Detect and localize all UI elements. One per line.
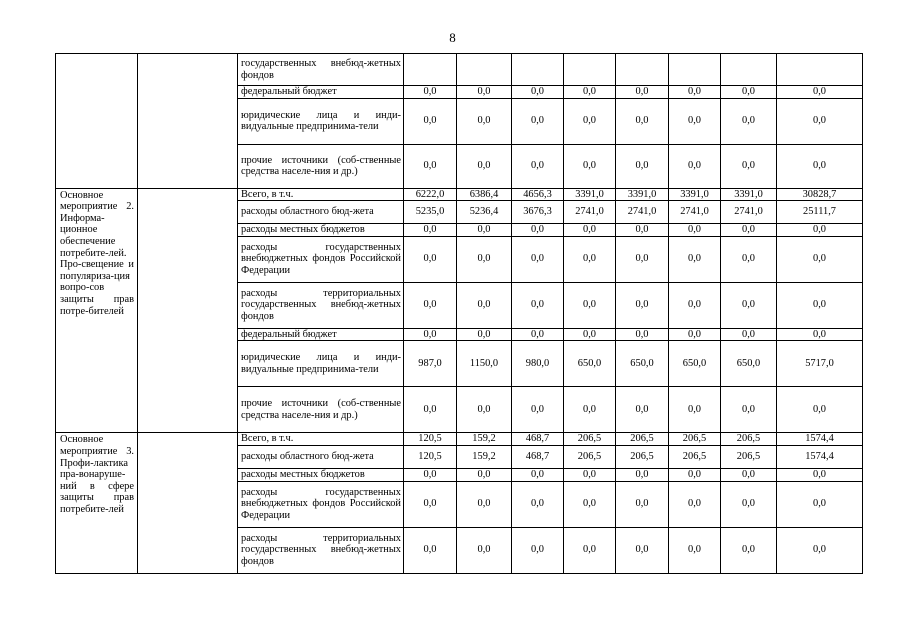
amount-cell: 6222,0: [404, 188, 457, 201]
amount-cell: 0,0: [616, 236, 669, 282]
amount-cell: 0,0: [616, 527, 669, 573]
amount-cell: 0,0: [457, 387, 512, 433]
amount-cell: 980,0: [512, 341, 564, 387]
amount-cell: 0,0: [564, 328, 616, 341]
funding-source-cell: расходы территориальных государственных внебюд-жетных фондов: [238, 282, 404, 328]
amount-cell: 0,0: [457, 144, 512, 188]
amount-cell: 468,7: [512, 445, 564, 468]
funding-source-cell: прочие источники (соб-ственные средства населе-ния и др.): [238, 387, 404, 433]
amount-cell: 5235,0: [404, 201, 457, 224]
amount-cell: 0,0: [512, 236, 564, 282]
amount-cell: 0,0: [512, 481, 564, 527]
amount-cell: 650,0: [669, 341, 721, 387]
amount-cell: 120,5: [404, 433, 457, 446]
amount-cell: 468,7: [512, 433, 564, 446]
amount-cell: 0,0: [669, 224, 721, 237]
amount-cell: 0,0: [777, 468, 863, 481]
amount-cell: 206,5: [721, 433, 777, 446]
amount-cell: 0,0: [616, 144, 669, 188]
funding-source-cell: расходы местных бюджетов: [238, 224, 404, 237]
amount-cell: [777, 54, 863, 86]
amount-cell: 0,0: [669, 144, 721, 188]
amount-cell: 1150,0: [457, 341, 512, 387]
amount-cell: 1574,4: [777, 433, 863, 446]
amount-cell: 159,2: [457, 445, 512, 468]
amount-cell: 0,0: [777, 236, 863, 282]
amount-cell: 0,0: [404, 328, 457, 341]
amount-cell: 206,5: [721, 445, 777, 468]
amount-cell: 0,0: [721, 481, 777, 527]
amount-cell: 0,0: [457, 527, 512, 573]
page-number: 8: [449, 30, 456, 45]
amount-cell: 3676,3: [512, 201, 564, 224]
amount-cell: 0,0: [564, 282, 616, 328]
amount-cell: [616, 54, 669, 86]
amount-cell: 2741,0: [564, 201, 616, 224]
amount-cell: 0,0: [457, 98, 512, 144]
amount-cell: 0,0: [564, 98, 616, 144]
amount-cell: [404, 54, 457, 86]
funding-source-cell: расходы областного бюд-жета: [238, 201, 404, 224]
amount-cell: 650,0: [564, 341, 616, 387]
amount-cell: 159,2: [457, 433, 512, 446]
amount-cell: 206,5: [616, 433, 669, 446]
amount-cell: 0,0: [721, 224, 777, 237]
amount-cell: 3391,0: [616, 188, 669, 201]
amount-cell: 0,0: [404, 86, 457, 99]
amount-cell: 0,0: [669, 236, 721, 282]
funding-source-cell: юридические лица и инди-видуальные предпринима-тели: [238, 341, 404, 387]
amount-cell: 25111,7: [777, 201, 863, 224]
amount-cell: 987,0: [404, 341, 457, 387]
amount-cell: 650,0: [616, 341, 669, 387]
amount-cell: 0,0: [457, 86, 512, 99]
amount-cell: 0,0: [512, 98, 564, 144]
amount-cell: 0,0: [777, 98, 863, 144]
amount-cell: 0,0: [616, 86, 669, 99]
amount-cell: 0,0: [616, 387, 669, 433]
amount-cell: 0,0: [721, 328, 777, 341]
table-row: [56, 188, 863, 201]
amount-cell: 206,5: [669, 445, 721, 468]
funding-source-cell: расходы территориальных государственных внебюд-жетных фондов: [238, 527, 404, 573]
amount-cell: 5236,4: [457, 201, 512, 224]
amount-cell: 0,0: [564, 468, 616, 481]
amount-cell: 0,0: [616, 282, 669, 328]
amount-cell: 2741,0: [721, 201, 777, 224]
amount-cell: 0,0: [564, 527, 616, 573]
amount-cell: 0,0: [512, 328, 564, 341]
amount-cell: 0,0: [512, 282, 564, 328]
amount-cell: 206,5: [616, 445, 669, 468]
amount-cell: 0,0: [512, 224, 564, 237]
funding-source-cell: Всего, в т.ч.: [238, 188, 404, 201]
amount-cell: 0,0: [721, 98, 777, 144]
amount-cell: 0,0: [512, 387, 564, 433]
amount-cell: 0,0: [669, 282, 721, 328]
amount-cell: 0,0: [404, 468, 457, 481]
amount-cell: 0,0: [721, 527, 777, 573]
funding-source-cell: прочие источники (соб-ственные средства населе-ния и др.): [238, 144, 404, 188]
amount-cell: 1574,4: [777, 445, 863, 468]
amount-cell: 5717,0: [777, 341, 863, 387]
amount-cell: 2741,0: [616, 201, 669, 224]
amount-cell: 0,0: [669, 468, 721, 481]
funding-source-cell: расходы местных бюджетов: [238, 468, 404, 481]
amount-cell: 0,0: [777, 527, 863, 573]
amount-cell: 0,0: [564, 224, 616, 237]
amount-cell: 0,0: [457, 236, 512, 282]
executor-cell: [138, 188, 238, 433]
amount-cell: 206,5: [669, 433, 721, 446]
table-row: [56, 433, 863, 446]
amount-cell: 6386,4: [457, 188, 512, 201]
amount-cell: [457, 54, 512, 86]
funding-source-cell: федеральный бюджет: [238, 86, 404, 99]
funding-source-cell: юридические лица и инди-видуальные предпринима-тели: [238, 98, 404, 144]
amount-cell: 0,0: [669, 86, 721, 99]
funding-source-cell: расходы государственных внебюджетных фондов Российской Федерации: [238, 236, 404, 282]
amount-cell: 4656,3: [512, 188, 564, 201]
activity-name-cell: Основное мероприятие 3. Профи-лактика пра-вонаруше-ний в сфере защиты прав потребите-лей: [56, 433, 138, 573]
amount-cell: 0,0: [404, 98, 457, 144]
amount-cell: 2741,0: [669, 201, 721, 224]
amount-cell: 0,0: [616, 468, 669, 481]
amount-cell: 0,0: [404, 144, 457, 188]
amount-cell: [512, 54, 564, 86]
amount-cell: 0,0: [669, 527, 721, 573]
funding-source-cell: расходы государственных внебюджетных фондов Российской Федерации: [238, 481, 404, 527]
activity-name-cell: [56, 54, 138, 189]
amount-cell: 0,0: [512, 86, 564, 99]
amount-cell: 0,0: [616, 481, 669, 527]
activity-name-cell: Основное мероприятие 2. Информа-ционное обеспечение потребите-лей. Про-свещение и популяриза-ция вопро-сов защиты прав потре-бителей: [56, 188, 138, 433]
amount-cell: 0,0: [564, 481, 616, 527]
funding-table: [55, 53, 863, 574]
amount-cell: 3391,0: [721, 188, 777, 201]
amount-cell: 0,0: [721, 468, 777, 481]
amount-cell: 0,0: [404, 387, 457, 433]
amount-cell: 0,0: [564, 236, 616, 282]
amount-cell: 0,0: [777, 387, 863, 433]
amount-cell: 0,0: [404, 236, 457, 282]
amount-cell: 0,0: [777, 144, 863, 188]
funding-source-cell: федеральный бюджет: [238, 328, 404, 341]
amount-cell: 206,5: [564, 445, 616, 468]
amount-cell: 0,0: [457, 468, 512, 481]
amount-cell: 3391,0: [564, 188, 616, 201]
amount-cell: 0,0: [721, 387, 777, 433]
amount-cell: 0,0: [777, 86, 863, 99]
amount-cell: 0,0: [457, 282, 512, 328]
amount-cell: 0,0: [457, 224, 512, 237]
amount-cell: 206,5: [564, 433, 616, 446]
executor-cell: [138, 54, 238, 189]
amount-cell: 0,0: [721, 86, 777, 99]
amount-cell: 650,0: [721, 341, 777, 387]
amount-cell: 0,0: [564, 387, 616, 433]
amount-cell: 0,0: [777, 224, 863, 237]
amount-cell: 0,0: [616, 98, 669, 144]
amount-cell: 0,0: [721, 144, 777, 188]
amount-cell: 0,0: [616, 224, 669, 237]
amount-cell: 0,0: [669, 387, 721, 433]
amount-cell: 0,0: [512, 527, 564, 573]
amount-cell: 0,0: [616, 328, 669, 341]
amount-cell: 0,0: [669, 98, 721, 144]
amount-cell: 0,0: [777, 481, 863, 527]
amount-cell: 0,0: [721, 282, 777, 328]
amount-cell: [721, 54, 777, 86]
amount-cell: 3391,0: [669, 188, 721, 201]
amount-cell: [669, 54, 721, 86]
funding-source-cell: государственных внебюд-жетных фондов: [238, 54, 404, 86]
amount-cell: 120,5: [404, 445, 457, 468]
amount-cell: 0,0: [669, 481, 721, 527]
executor-cell: [138, 433, 238, 573]
amount-cell: 0,0: [564, 144, 616, 188]
amount-cell: 0,0: [404, 481, 457, 527]
funding-source-cell: расходы областного бюд-жета: [238, 445, 404, 468]
amount-cell: 0,0: [512, 468, 564, 481]
table-row: [56, 54, 863, 86]
amount-cell: [564, 54, 616, 86]
funding-source-cell: Всего, в т.ч.: [238, 433, 404, 446]
amount-cell: 0,0: [721, 236, 777, 282]
amount-cell: 0,0: [777, 328, 863, 341]
amount-cell: 0,0: [457, 328, 512, 341]
amount-cell: 0,0: [404, 282, 457, 328]
amount-cell: 0,0: [512, 144, 564, 188]
amount-cell: 30828,7: [777, 188, 863, 201]
amount-cell: 0,0: [564, 86, 616, 99]
amount-cell: 0,0: [404, 527, 457, 573]
amount-cell: 0,0: [669, 328, 721, 341]
amount-cell: 0,0: [457, 481, 512, 527]
amount-cell: 0,0: [777, 282, 863, 328]
amount-cell: 0,0: [404, 224, 457, 237]
